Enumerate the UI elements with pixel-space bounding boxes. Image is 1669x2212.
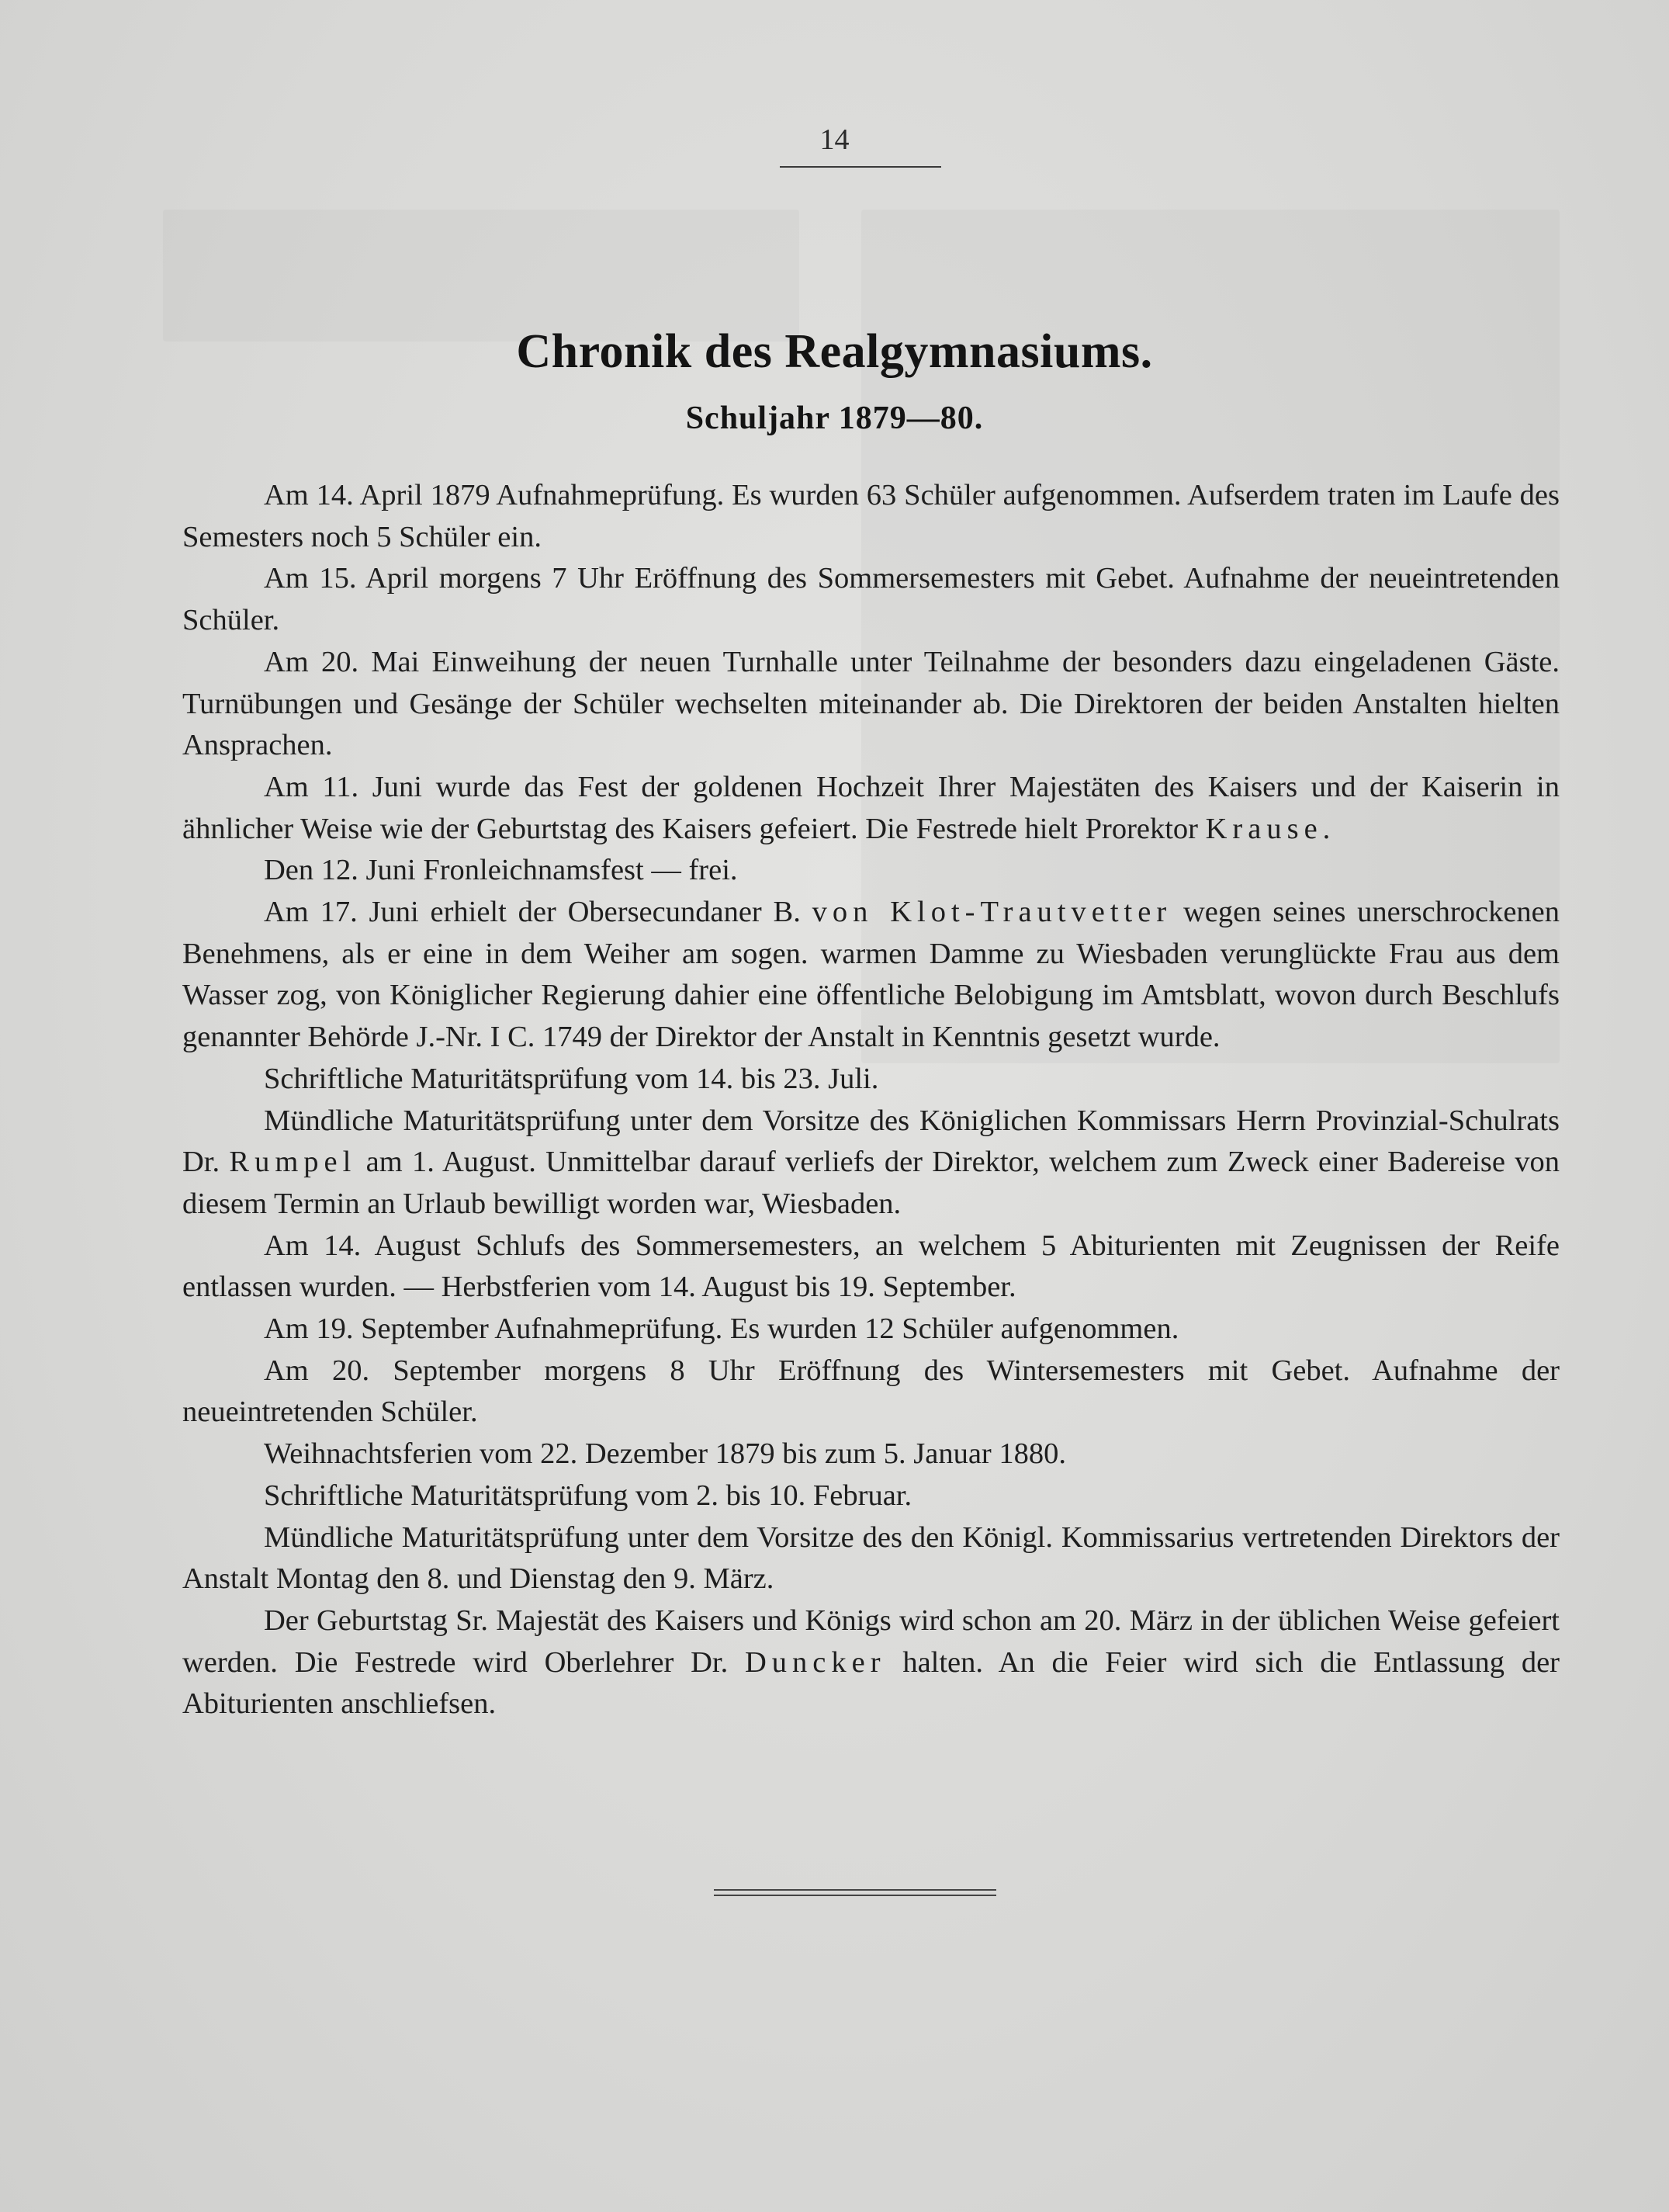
school-year-subtitle: Schuljahr 1879—80. (685, 400, 984, 436)
paragraph: Mündliche Maturitätsprüfung unter dem Vorsitze des den Königl. Kommissarius vertretenden Direktors der Anstalt Montag den 8. und Dienstag den 9. März. (182, 1520, 1560, 1596)
paragraph: Den 12. Juni Fronleichnamsfest — frei. (264, 854, 738, 887)
paragraph: Weihnachtsferien vom 22. Dezember 1879 bis zum 5. Januar 1880. (264, 1437, 1066, 1471)
chronicle-body (182, 475, 1560, 1725)
section-end-double-rule (714, 1889, 996, 1896)
paragraph: Am 15. April morgens 7 Uhr Eröffnung des Sommersemesters mit Gebet. Aufnahme der neueintretenden Schüler. (182, 562, 1560, 637)
page-number: 14 (819, 123, 850, 156)
paragraph: Der Geburtstag Sr. Majestät des Kaisers und Königs wird schon am 20. März in der üblichen Weise gefeiert werden. Die Festrede wird Oberlehrer Dr. Duncker halten. An die Feier wird sich die Entlassung der Abiturienten anschliefsen. (182, 1604, 1560, 1721)
paragraph: Schriftliche Maturitätsprüfung vom 2. bis 10. Februar. (264, 1479, 912, 1512)
person-name: von Klot-Trautvetter (812, 896, 1172, 929)
paragraph: Am 20. Mai Einweihung der neuen Turnhalle unter Teilnahme der besonders dazu eingeladenen Gäste. Turnübungen und Gesänge der Schüler wechselten miteinander ab. Die Direktoren der beiden Anstalten hielten Ansprachen. (182, 645, 1560, 762)
page-number-rule (780, 166, 941, 168)
bleed-through-left (163, 210, 799, 342)
paragraph: Mündliche Maturitätsprüfung unter dem Vorsitze des Königlichen Kommissars Herrn Provinzial-Schulrats Dr. Rumpel am 1. August. Unmittelbar darauf verliefs der Direktor, welchem zum Zweck einer Badereise von diesem Termin an Urlaub bewilligt worden war, Wiesbaden. (182, 1104, 1560, 1220)
paragraph: Am 14. August Schlufs des Sommersemesters, an welchem 5 Abiturienten mit Zeugnissen der Reife entlassen wurden. — Herbstferien vom 14. August bis 19. September. (182, 1229, 1560, 1304)
person-name: Krause (1205, 812, 1323, 845)
paragraph: Am 19. September Aufnahmeprüfung. Es wurden 12 Schüler aufgenommen. (264, 1312, 1179, 1346)
paragraph: Am 17. Juni erhielt der Obersecundaner B. von Klot-Trautvetter wegen seines unerschrockenen Benehmens, als er eine in dem Weiher am sogen. warmen Damme zu Wiesbaden verunglückte Frau aus dem Wasser zog, von Königlicher Regierung dahier eine öffentliche Belobigung im Amtsblatt, wovon durch Beschlufs genannter Behörde J.-Nr. I C. 1749 der Direktor der Anstalt in Kenntnis gesetzt wurde. (182, 896, 1560, 1054)
paragraph: Am 14. April 1879 Aufnahmeprüfung. Es wurden 63 Schüler aufgenommen. Aufserdem traten im Laufe des Semesters noch 5 Schüler ein. (182, 479, 1560, 553)
paragraph: Schriftliche Maturitätsprüfung vom 14. bis 23. Juli. (264, 1062, 879, 1095)
paragraph: Am 20. September morgens 8 Uhr Eröffnung des Wintersemesters mit Gebet. Aufnahme der neueintretenden Schüler. (182, 1354, 1560, 1429)
person-name: Duncker (744, 1645, 886, 1679)
chapter-title: Chronik des Realgymnasiums. (516, 325, 1153, 378)
person-name: Rumpel (229, 1146, 357, 1179)
paragraph: Am 11. Juni wurde das Fest der goldenen Hochzeit Ihrer Majestäten des Kaisers und der Kaiserin in ähnlicher Weise wie der Geburtstag des Kaisers gefeiert. Die Festrede hielt Prorektor Krause. (182, 770, 1560, 845)
